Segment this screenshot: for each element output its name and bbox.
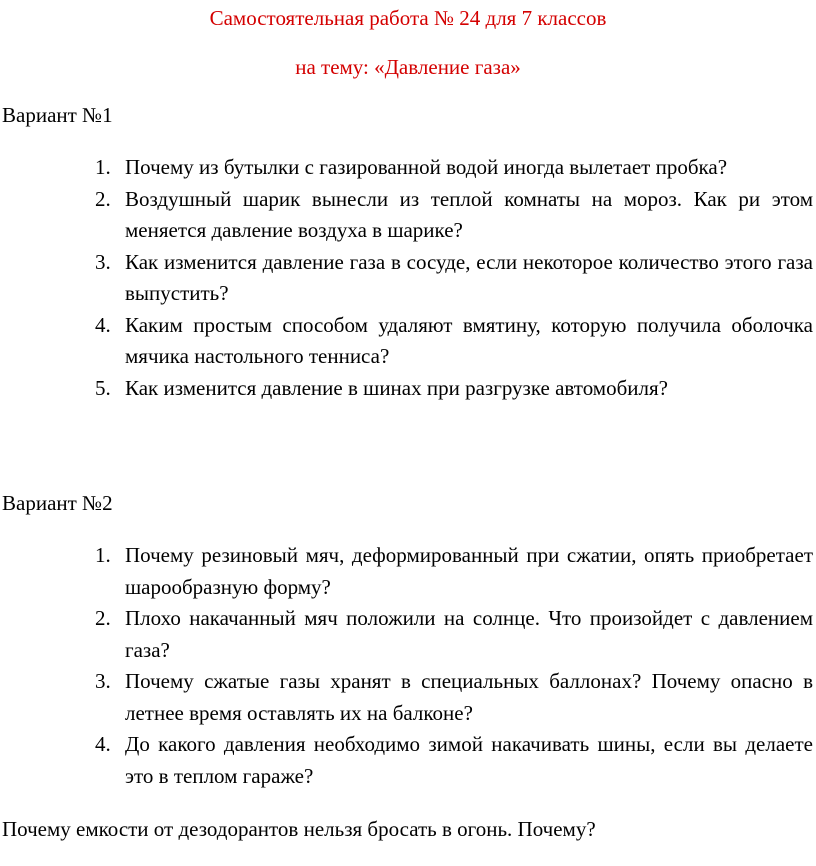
question-text: Плохо накачанный мяч положили на солнце. Что произойдет с давлением газа? (125, 606, 813, 662)
question-number: 1. (95, 155, 111, 179)
variant-2-heading: Вариант №2 (2, 491, 113, 515)
question-text: Почему из бутылки с газированной водой иногда вылетает пробка? (125, 155, 728, 179)
final-question: Почему емкости от дезодорантов нельзя бросать в огонь. Почему? (2, 817, 596, 841)
page-subtitle: на тему: «Давление газа» (295, 55, 521, 79)
list-item (0, 729, 816, 792)
list-item (0, 373, 816, 405)
list-item (0, 540, 816, 603)
question-number: 4. (95, 732, 111, 756)
question-text: Почему резиновый мяч, деформированный при сжатии, опять приобретает шарообразную форму? (125, 543, 813, 599)
question-number: 1. (95, 543, 111, 567)
question-number: 3. (95, 669, 111, 693)
variant-1-question-list (0, 152, 816, 404)
question-number: 5. (95, 375, 111, 400)
page-title: Самостоятельная работа № 24 для 7 классов (209, 6, 607, 30)
question-number: 3. (95, 249, 111, 274)
question-number: 2. (95, 186, 111, 211)
question-text: Как изменится давление газа в сосуде, если некоторое количество этого газа выпустить? (125, 249, 813, 305)
list-item (0, 310, 816, 373)
list-item (0, 152, 816, 184)
list-item (0, 666, 816, 729)
question-text: Почему сжатые газы хранят в специальных баллонах? Почему опасно в летнее время оставлять их на балконе? (125, 669, 813, 725)
question-text: Воздушный шарик вынесли из теплой комнаты на мороз. Как ри этом меняется давление воздуха в шарике? (125, 186, 813, 242)
list-item (0, 184, 816, 247)
question-text: До какого давления необходимо зимой накачивать шины, если вы делаете это в теплом гараже? (125, 732, 813, 788)
question-text: Каким простым способом удаляют вмятину, которую получила оболочка мячика настольного тенниса? (125, 312, 813, 368)
list-item (0, 247, 816, 310)
list-item (0, 603, 816, 666)
variant-1-heading: Вариант №1 (2, 103, 113, 127)
question-number: 4. (95, 312, 111, 337)
question-text: Как изменится давление в шинах при разгрузке автомобиля? (125, 375, 668, 400)
variant-2-question-list (0, 540, 816, 792)
question-number: 2. (95, 606, 111, 630)
